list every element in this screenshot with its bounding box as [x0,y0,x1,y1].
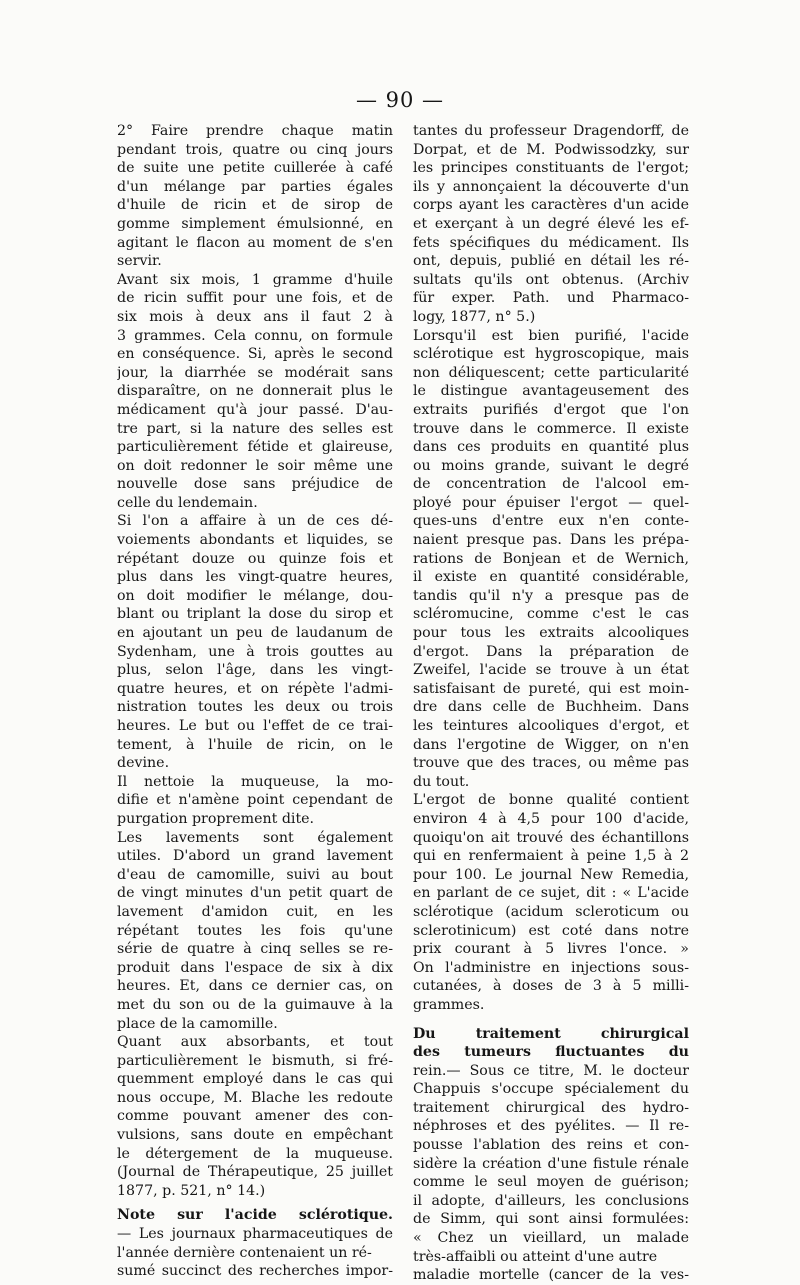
text-line: six mois à deux ans il faut 2 à [117,308,393,325]
page-number: — 90 — [355,88,445,112]
left-column [117,122,393,1281]
text-line: satisfaisant de pureté, qui est moin- [413,680,689,697]
text-line: rein.— Sous ce titre, M. le docteur [413,1062,689,1079]
text-line: sumé succinct des recherches impor- [117,1263,393,1280]
text-line: purgation proprement dite. [117,810,315,827]
text-line: de vingt minutes d'un petit quart de [117,885,393,902]
text-line: dans l'ergotine de Wigger, on n'en [413,736,689,753]
text-line: répétant toutes les fois qu'une [117,922,393,939]
text-line: des tumeurs fluctuantes du [413,1044,689,1061]
text-line: pousse l'ablation des reins et con- [413,1137,689,1154]
text-line: vulsions, sans doute en empêchant [117,1127,393,1144]
right-column [413,122,689,1285]
text-line: tre part, si la nature des selles est [117,420,393,437]
text-line: non déliquescent; cette particularité [413,364,689,381]
text-line: utiles. D'abord un grand lavement [117,848,393,865]
text-line: cutanées, à doses de 3 à 5 milli- [413,978,689,995]
text-line: blant ou triplant la dose du sirop et [117,606,393,623]
text-line: naient presque pas. Dans les prépa- [413,532,689,549]
text-line: en conséquence. Si, après le second [117,346,393,363]
text-line: lavement d'amidon cuit, en les [117,903,393,920]
text-line: nouvelle dose sans préjudice de [117,476,393,493]
text-line: Quant aux absorbants, et tout [117,1034,393,1051]
text-line: (Journal de Thérapeutique, 25 juillet [117,1164,393,1181]
text-line: Il nettoie la muqueuse, la mo- [117,773,393,790]
text-line: « Chez un vieillard, un malade [413,1230,689,1247]
text-line: disparaître, on ne donnerait plus le [117,383,393,400]
text-line: extraits purifiés d'ergot que l'on [413,401,689,418]
text-line: sclérotique est hygroscopique, mais [413,346,689,363]
text-line: celle du lendemain. [117,494,258,511]
text-line: nous occupe, M. Blache les redoute [117,1089,393,1106]
text-line: et exerçant à un degré élevé les ef- [413,215,689,232]
text-line: voiements abondants et liquides, se [117,532,393,549]
text-line: pour 100. Le journal New Remedia, [413,866,689,883]
text-line: trouve que des traces, ou même pas [413,755,689,772]
text-line: jour, la diarrhée se modérait sans [117,364,393,381]
text-line: néphroses et des pyélites. — Il re- [413,1118,689,1135]
text-line: plus dans les vingt-quatre heures, [117,569,393,586]
text-line: Du traitement chirurgical [413,1025,689,1042]
text-line: sclérotique (acidum scleroticum ou [413,903,689,920]
text-line: l'année dernière contenaient un ré- [117,1244,372,1261]
text-line: servir. [117,253,162,270]
text-line: prix courant à 5 livres l'once. » [413,941,689,958]
text-line: Les lavements sont également [117,829,393,846]
text-line: environ 4 à 4,5 pour 100 d'acide, [413,810,689,827]
text-line: de suite une petite cuillerée à café [117,160,393,177]
text-line: rations de Bonjean et de Wernich, [413,550,689,567]
text-line: le distingue avantageusement des [413,383,689,400]
text-line: d'eau de camomille, suivi au bout [117,866,393,883]
text-line: tantes du professeur Dragendorff, de [413,123,689,139]
text-line: répétant douze ou quinze fois et [117,550,393,567]
text-line: scléromucine, comme c'est le cas [413,606,689,623]
text-line: ont, depuis, publié en détail les ré- [413,253,689,270]
text-line: 2° Faire prendre chaque matin [117,123,393,139]
text-line: heures. Le but ou l'effet de ce trai- [117,718,393,734]
text-line: comme pouvant amener des con- [117,1108,393,1125]
text-line: dans ces produits en quantité plus [413,439,689,456]
text-line: Sydenham, une à trois gouttes au [117,643,393,660]
text-line: pour tous les extraits alcooliques [413,625,689,642]
text-line: — Les journaux pharmaceutiques de [117,1226,393,1243]
text-line: le détergement de la muqueuse. [117,1145,393,1162]
text-line: L'ergot de bonne qualité contient [413,792,689,809]
text-line: du tout. [413,773,470,790]
text-line: en parlant de ce sujet, dit : « L'acide [413,885,689,902]
text-line: particulièrement fétide et glaireuse, [117,439,393,456]
text-line: ou moins grande, suivant le degré [413,457,689,474]
text-line: on doit redonner le soir même une [117,457,393,474]
text-line: sultats qu'ils ont obtenus. (Archiv [413,271,689,288]
text-line: devine. [117,755,170,772]
text-line: trouve dans le commerce. Il existe [413,420,689,437]
text-line: sclerotinicum) est coté dans notre [413,922,689,939]
text-line: für exper. Path. und Pharmaco- [413,290,689,307]
text-line: dre dans celle de Buchheim. Dans [413,699,689,716]
text-line: gomme simplement émulsionné, en [117,215,393,232]
text-line: les principes constituants de l'ergot; [413,160,689,177]
text-line: logy, 1877, n° 5.) [413,308,536,325]
text-line: en ajoutant un peu de laudanum de [117,625,393,642]
text-line: comme le seul moyen de guérison; [413,1174,689,1191]
text-line: 1877, p. 521, n° 14.) [117,1182,266,1199]
text-line: qui en renfermaient à peine 1,5 à 2 [413,848,689,865]
text-line: 3 grammes. Cela connu, on formule [117,327,393,344]
text-line: quatre heures, et on répète l'admi- [117,680,393,697]
text-line: sidère la création d'une fistule rénale [413,1155,689,1172]
text-line: nistration toutes les deux ou trois [117,699,393,716]
text-line: d'un mélange par parties égales [117,178,393,195]
text-line: particulièrement le bismuth, si fré- [117,1052,393,1069]
text-line: tement, à l'huile de ricin, on le [117,736,393,753]
text-line: met du son ou de la guimauve à la [117,996,393,1013]
text-line: d'huile de ricin et de sirop de [117,197,393,214]
text-line: ployé pour épuiser l'ergot — quel- [413,494,689,511]
text-line: il existe en quantité considérable, [413,569,689,586]
text-line: heures. Et, dans ce dernier cas, on [117,978,393,995]
text-line: d'ergot. Dans la préparation de [413,643,689,660]
text-line: Lorsqu'il est bien purifié, l'acide [413,327,689,344]
text-line: Chappuis s'occupe spécialement du [413,1081,689,1098]
text-line: série de quatre à cinq selles se re- [117,941,393,958]
text-line: de concentration de l'alcool em- [413,476,689,493]
text-line: maladie mortelle (cancer de la ves- [413,1267,689,1284]
text-line: de Simm, qui sont ainsi formulées: [413,1211,689,1228]
text-line: quemment employé dans le cas qui [117,1071,393,1088]
text-line: tandis qu'il n'y a presque pas de [413,587,689,604]
text-line: ils y annonçaient la découverte d'un [413,178,689,195]
text-line: corps ayant les caractères d'un acide [413,197,689,214]
text-line: quoiqu'on ait trouvé des échantillons [413,829,689,846]
text-line: agitant le flacon au moment de s'en [117,234,393,251]
text-line: Zweifel, l'acide se trouve à un état [413,662,689,679]
text-line: On l'administre en injections sous- [413,959,689,976]
text-line: traitement chirurgical des hydro- [413,1099,689,1116]
text-line: ques-uns d'entre eux n'en conte- [413,513,689,530]
text-line: plus, selon l'âge, dans les vingt- [117,662,393,679]
text-line: médicament qu'à jour passé. D'au- [117,401,393,418]
text-line: très-affaibli ou atteint d'une autre [413,1248,658,1265]
text-line: pendant trois, quatre ou cinq jours [117,141,393,158]
text-line: Dorpat, et de M. Podwissodzky, sur [413,141,689,158]
text-line: il adopte, d'ailleurs, les conclusions [413,1192,689,1209]
text-line: Si l'on a affaire à un de ces dé- [117,513,393,530]
text-line: produit dans l'espace de six à dix [117,959,393,976]
text-line: les teintures alcooliques d'ergot, et [413,718,689,734]
text-line: de ricin suffit pour une fois, et de [117,290,393,307]
text-line: place de la camomille. [117,1015,278,1032]
text-line: on doit modifier le mélange, dou- [117,587,393,604]
text-line: Note sur l'acide sclérotique. [117,1207,393,1224]
text-line: difie et n'amène point cependant de [117,792,393,809]
text-line: grammes. [413,996,485,1013]
text-line: fets spécifiques du médicament. Ils [413,234,689,251]
text-line: Avant six mois, 1 gramme d'huile [117,271,393,288]
